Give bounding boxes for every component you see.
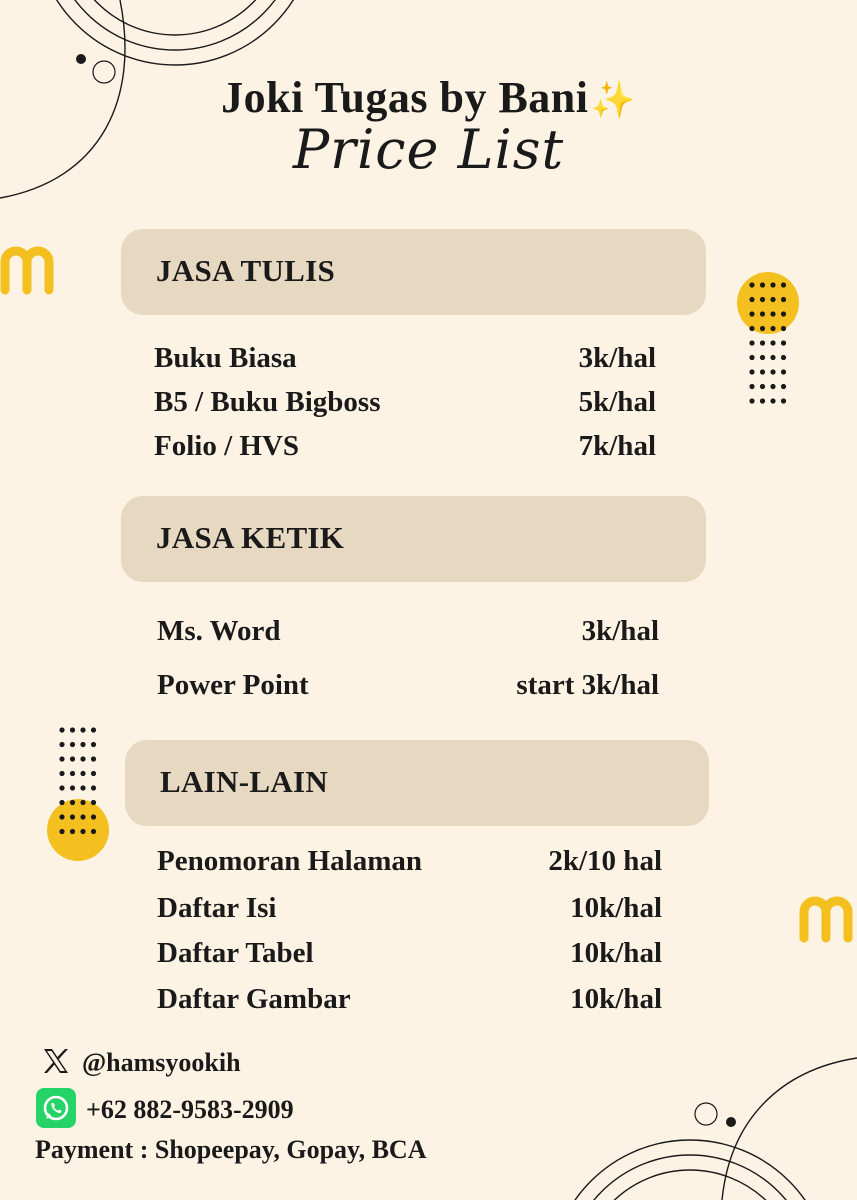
item-name: Daftar Gambar bbox=[157, 983, 351, 1015]
item-price: 10k/hal bbox=[570, 983, 662, 1015]
decorative-dot bbox=[749, 311, 754, 316]
decorative-dot bbox=[80, 785, 85, 790]
whatsapp-icon bbox=[36, 1088, 76, 1128]
item-name: Ms. Word bbox=[157, 615, 281, 647]
section-header-jasa-tulis bbox=[121, 229, 706, 315]
decorative-dot bbox=[760, 369, 765, 374]
item-name: Daftar Tabel bbox=[157, 937, 314, 969]
decorative-dot bbox=[91, 814, 96, 819]
item-name: Daftar Isi bbox=[157, 892, 277, 924]
decorative-dot bbox=[760, 384, 765, 389]
section-heading: LAIN-LAIN bbox=[160, 764, 329, 799]
decorative-dot bbox=[781, 369, 786, 374]
decorative-dot bbox=[781, 340, 786, 345]
bottom-right-arcs bbox=[550, 1058, 857, 1200]
decorative-dot bbox=[749, 326, 754, 331]
x-logo-icon bbox=[42, 1048, 70, 1074]
decorative-dot bbox=[91, 771, 96, 776]
decorative-dot bbox=[770, 340, 775, 345]
decorative-dot bbox=[770, 355, 775, 360]
item-price: 10k/hal bbox=[570, 937, 662, 969]
decorative-dot bbox=[70, 727, 75, 732]
item-price: 3k/hal bbox=[578, 342, 656, 374]
section-heading: JASA TULIS bbox=[156, 253, 336, 288]
small-ring-bottom bbox=[695, 1103, 717, 1125]
decorative-dot bbox=[781, 282, 786, 287]
yellow-arch-left bbox=[5, 251, 49, 290]
price-list-subtitle: Price List bbox=[292, 118, 565, 181]
decorative-dot bbox=[80, 829, 85, 834]
decorative-dot bbox=[59, 800, 64, 805]
decorative-dot bbox=[70, 756, 75, 761]
decorative-dot bbox=[760, 326, 765, 331]
decorative-dot bbox=[781, 311, 786, 316]
decorative-dot bbox=[80, 800, 85, 805]
decorative-dot bbox=[91, 800, 96, 805]
item-price: start 3k/hal bbox=[516, 669, 659, 701]
x-handle-text: @hamsyookih bbox=[82, 1048, 241, 1077]
decorative-dot bbox=[70, 742, 75, 747]
decorative-dot bbox=[59, 829, 64, 834]
decorative-dot bbox=[91, 829, 96, 834]
decorative-dot bbox=[781, 326, 786, 331]
decorative-dot bbox=[80, 771, 85, 776]
decorative-dot bbox=[749, 355, 754, 360]
decorative-dot bbox=[70, 771, 75, 776]
decorative-dot bbox=[749, 340, 754, 345]
item-name: Penomoran Halaman bbox=[157, 845, 423, 877]
decorative-dot bbox=[59, 771, 64, 776]
decorative-dot bbox=[781, 384, 786, 389]
decorative-dot bbox=[760, 311, 765, 316]
decorative-dot bbox=[749, 384, 754, 389]
item-name: Buku Biasa bbox=[154, 342, 297, 374]
decorative-dot bbox=[80, 814, 85, 819]
decorative-dot bbox=[749, 282, 754, 287]
decorative-dot bbox=[770, 398, 775, 403]
decorative-dot bbox=[59, 785, 64, 790]
decorative-dot bbox=[59, 727, 64, 732]
section-header-lain-lain bbox=[125, 740, 709, 826]
decorative-dot bbox=[770, 326, 775, 331]
decorative-dot bbox=[91, 756, 96, 761]
item-price: 10k/hal bbox=[570, 892, 662, 924]
decorative-dot bbox=[80, 727, 85, 732]
payment-info: Payment : Shopeepay, Gopay, BCA bbox=[35, 1135, 427, 1164]
decorative-dot bbox=[781, 297, 786, 302]
small-dot-bottom bbox=[726, 1117, 736, 1127]
decorative-dot bbox=[770, 297, 775, 302]
decorative-dot bbox=[760, 340, 765, 345]
decorative-dot bbox=[781, 398, 786, 403]
decorative-dot bbox=[80, 756, 85, 761]
item-price: 7k/hal bbox=[578, 430, 656, 462]
decorative-dot bbox=[749, 398, 754, 403]
item-price: 5k/hal bbox=[578, 386, 656, 418]
page-title bbox=[0, 72, 857, 123]
decorative-dot bbox=[91, 727, 96, 732]
decorative-dot bbox=[70, 800, 75, 805]
decorative-dot bbox=[59, 742, 64, 747]
decorative-dot bbox=[760, 398, 765, 403]
decorative-dot bbox=[760, 282, 765, 287]
decorative-dot bbox=[770, 384, 775, 389]
item-price: 2k/10 hal bbox=[548, 845, 662, 877]
decorative-dot bbox=[59, 814, 64, 819]
decorative-dot bbox=[770, 282, 775, 287]
yellow-arch-right bbox=[804, 901, 848, 938]
title-text: Joki Tugas by Bani bbox=[221, 73, 589, 122]
decorative-dot bbox=[70, 829, 75, 834]
section-heading: JASA KETIK bbox=[156, 520, 345, 555]
item-price: 3k/hal bbox=[581, 615, 659, 647]
decorative-dot bbox=[59, 756, 64, 761]
decorative-dot bbox=[91, 742, 96, 747]
whatsapp-contact[interactable] bbox=[36, 1088, 336, 1128]
small-dot bbox=[76, 54, 86, 64]
section-header-jasa-ketik bbox=[121, 496, 706, 582]
yellow-circle-left bbox=[47, 799, 109, 861]
decorative-dot bbox=[91, 785, 96, 790]
decorative-dot bbox=[80, 742, 85, 747]
decorative-dot bbox=[770, 311, 775, 316]
item-name: Power Point bbox=[157, 669, 309, 701]
decorative-dot bbox=[70, 814, 75, 819]
decorative-dot bbox=[749, 297, 754, 302]
decorative-dot bbox=[781, 355, 786, 360]
whatsapp-number: +62 882-9583-2909 bbox=[86, 1095, 294, 1124]
decorative-dot bbox=[749, 369, 754, 374]
x-handle[interactable] bbox=[38, 1048, 298, 1078]
yellow-circle-right bbox=[737, 272, 799, 334]
decorative-dot bbox=[770, 369, 775, 374]
decorative-dot bbox=[70, 785, 75, 790]
item-name: Folio / HVS bbox=[154, 430, 300, 462]
sparkle-icon: ✨ bbox=[590, 80, 636, 121]
item-name: B5 / Buku Bigboss bbox=[154, 386, 381, 418]
decorative-dot bbox=[760, 297, 765, 302]
decorative-dot bbox=[760, 355, 765, 360]
